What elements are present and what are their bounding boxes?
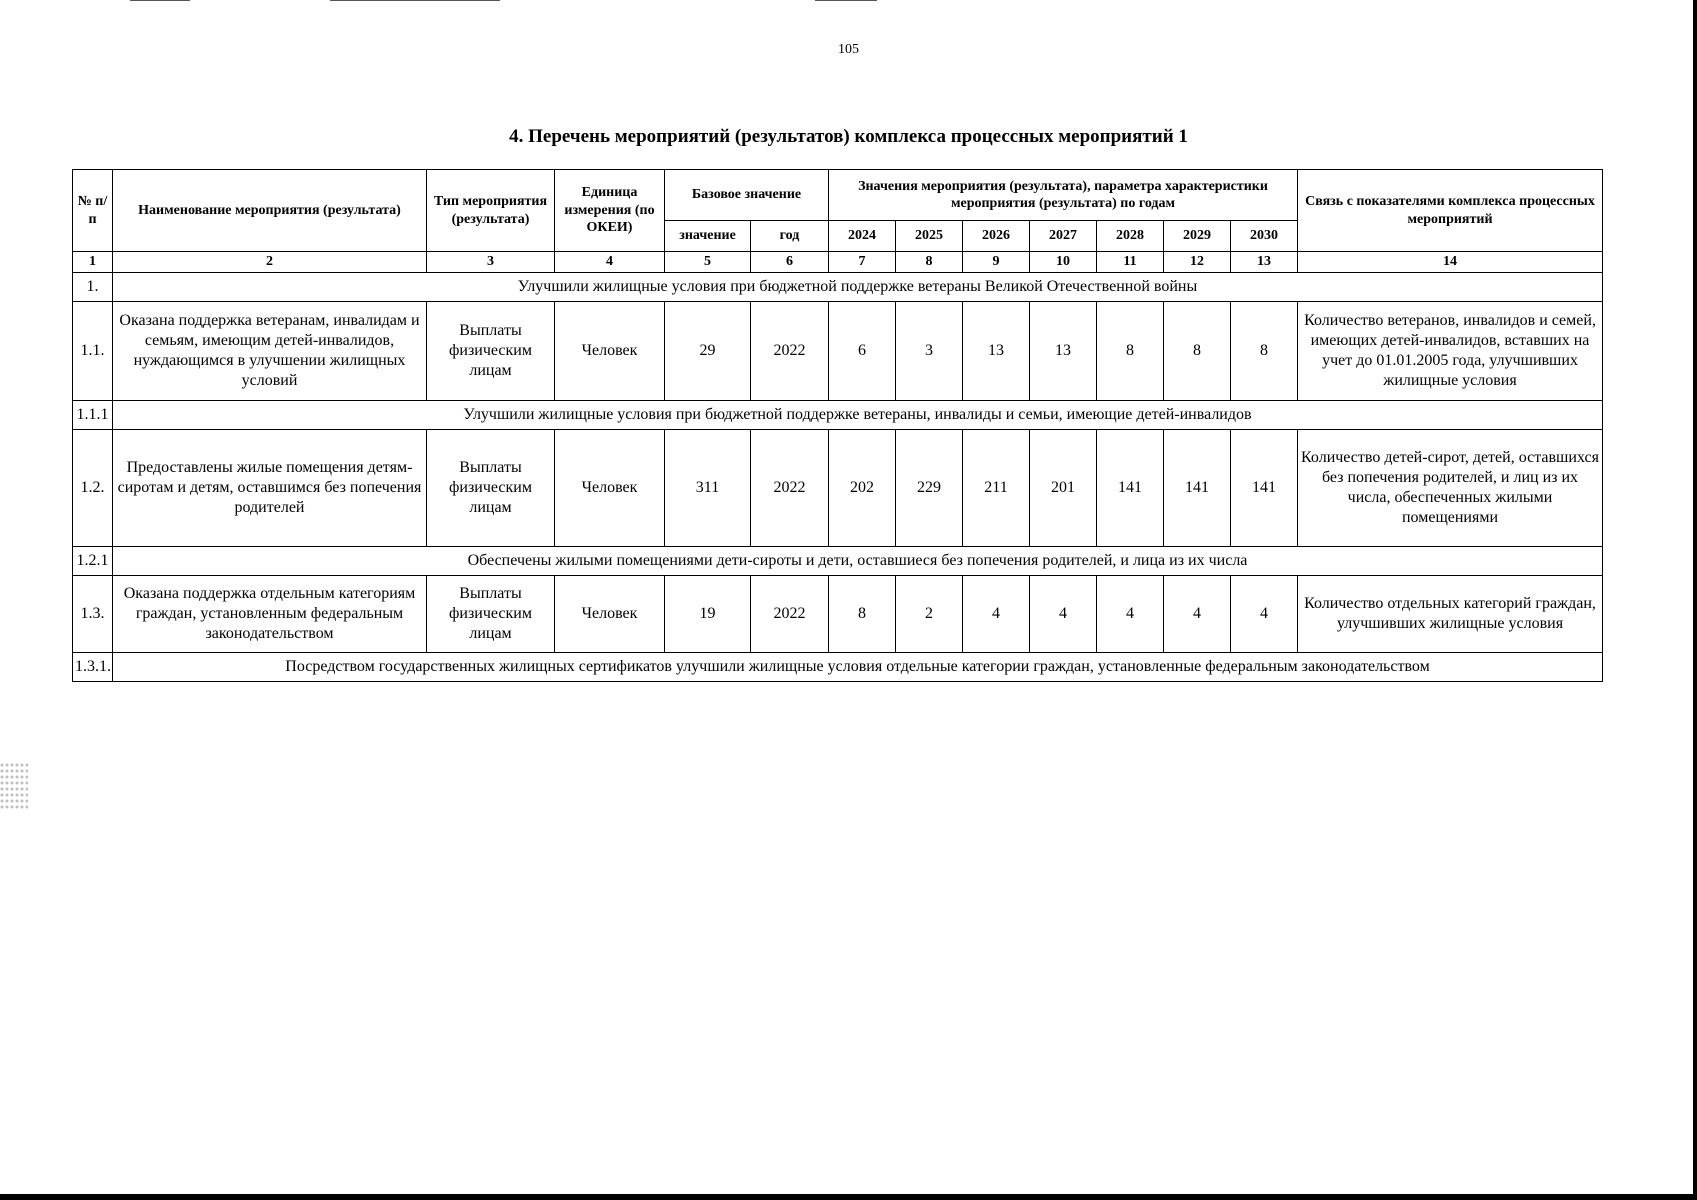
section-row [73,653,1603,682]
column-number: 8 [896,252,963,273]
header-num: № п/п [73,170,113,252]
row-year-value: 4 [1030,576,1097,653]
row-type: Выплаты физическим лицам [427,302,555,401]
row-year-value: 6 [829,302,896,401]
row-base-value: 19 [665,576,751,653]
table-body [73,273,1603,682]
table-row [73,576,1603,653]
scan-noise-mark [0,762,28,810]
header-type: Тип мероприятия (результата) [427,170,555,252]
column-number: 4 [555,252,665,273]
row-year-value: 8 [829,576,896,653]
table-row [73,302,1603,401]
header-year: 2027 [1030,221,1097,252]
row-unit: Человек [555,576,665,653]
header-values-by-year: Значения мероприятия (результата), параметра характеристики мероприятия (результата) по годам [829,170,1298,221]
column-number: 6 [751,252,829,273]
header-base-value: значение [665,221,751,252]
column-number: 3 [427,252,555,273]
column-number: 13 [1231,252,1298,273]
section-title: Посредством государственных жилищных сертификатов улучшили жилищные условия отдельные категории граждан, установленные федеральным законодательством [113,653,1603,682]
header-year: 2024 [829,221,896,252]
row-link: Количество ветеранов, инвалидов и семей, имеющих детей-инвалидов, вставших на учет до 01.01.2005 года, улучшивших жилищные условия [1298,302,1603,401]
row-unit: Человек [555,430,665,547]
row-base-year: 2022 [751,576,829,653]
row-name: Оказана поддержка ветеранам, инвалидам и семьям, имеющим детей-инвалидов, нуждающимся в улучшении жилищных условий [113,302,427,401]
row-year-value: 201 [1030,430,1097,547]
row-index: 1.1. [73,302,113,401]
row-year-value: 8 [1097,302,1164,401]
header-name: Наименование мероприятия (результата) [113,170,427,252]
section-index: 1.3.1. [73,653,113,682]
section-row [73,401,1603,430]
column-number: 2 [113,252,427,273]
header-base: Базовое значение [665,170,829,221]
row-year-value: 2 [896,576,963,653]
header-base-year: год [751,221,829,252]
column-number: 5 [665,252,751,273]
row-year-value: 4 [1164,576,1231,653]
page-number: 105 [838,42,859,57]
row-link: Количество детей-сирот, детей, оставшихся без попечения родителей, и лиц из их числа, обеспеченных жилыми помещениями [1298,430,1603,547]
row-year-value: 141 [1097,430,1164,547]
row-year-value: 4 [1097,576,1164,653]
column-number: 10 [1030,252,1097,273]
row-year-value: 211 [963,430,1030,547]
section-row [73,273,1603,302]
scan-edge-line [130,0,190,1]
header-link: Связь с показателями комплекса процессных мероприятий [1298,170,1603,252]
row-type: Выплаты физическим лицам [427,576,555,653]
section-index: 1.2.1 [73,547,113,576]
row-year-value: 13 [963,302,1030,401]
row-base-year: 2022 [751,302,829,401]
row-year-value: 3 [896,302,963,401]
column-number: 7 [829,252,896,273]
section-title: Обеспечены жилыми помещениями дети-сироты и дети, оставшиеся без попечения родителей, и лица из их числа [113,547,1603,576]
scan-edge-border [0,1194,1697,1200]
row-index: 1.3. [73,576,113,653]
section-row [73,547,1603,576]
row-year-value: 8 [1164,302,1231,401]
header-year: 2026 [963,221,1030,252]
column-number: 11 [1097,252,1164,273]
row-type: Выплаты физическим лицам [427,430,555,547]
row-year-value: 202 [829,430,896,547]
section-index: 1. [73,273,113,302]
column-number: 12 [1164,252,1231,273]
row-year-value: 141 [1164,430,1231,547]
row-name: Оказана поддержка отдельным категориям граждан, установленным федеральным законодательством [113,576,427,653]
row-year-value: 141 [1231,430,1298,547]
header-unit: Единица измерения (по ОКЕИ) [555,170,665,252]
row-base-value: 311 [665,430,751,547]
row-base-year: 2022 [751,430,829,547]
row-index: 1.2. [73,430,113,547]
section-title: Улучшили жилищные условия при бюджетной поддержке ветераны, инвалиды и семьи, имеющие детей-инвалидов [113,401,1603,430]
column-number: 9 [963,252,1030,273]
header-year: 2029 [1164,221,1231,252]
document-title: 4. Перечень мероприятий (результатов) комплекса процессных мероприятий 1 [509,126,1188,147]
row-unit: Человек [555,302,665,401]
header-year: 2028 [1097,221,1164,252]
scan-edge-line [815,0,877,1]
header-year: 2025 [896,221,963,252]
section-index: 1.1.1 [73,401,113,430]
scan-edge-line [330,0,500,1]
table-header [73,170,1603,273]
row-year-value: 13 [1030,302,1097,401]
table-row [73,430,1603,547]
column-number: 14 [1298,252,1603,273]
row-year-value: 4 [963,576,1030,653]
column-number-row [73,252,1603,273]
row-year-value: 8 [1231,302,1298,401]
row-year-value: 4 [1231,576,1298,653]
header-year: 2030 [1231,221,1298,252]
section-title: Улучшили жилищные условия при бюджетной поддержке ветераны Великой Отечественной войны [113,273,1603,302]
row-name: Предоставлены жилые помещения детям-сиротам и детям, оставшимся без попечения родителей [113,430,427,547]
row-link: Количество отдельных категорий граждан, улучшивших жилищные условия [1298,576,1603,653]
row-year-value: 229 [896,430,963,547]
scan-edge-border [1693,0,1697,1200]
measures-table [72,169,1603,682]
column-number: 1 [73,252,113,273]
row-base-value: 29 [665,302,751,401]
